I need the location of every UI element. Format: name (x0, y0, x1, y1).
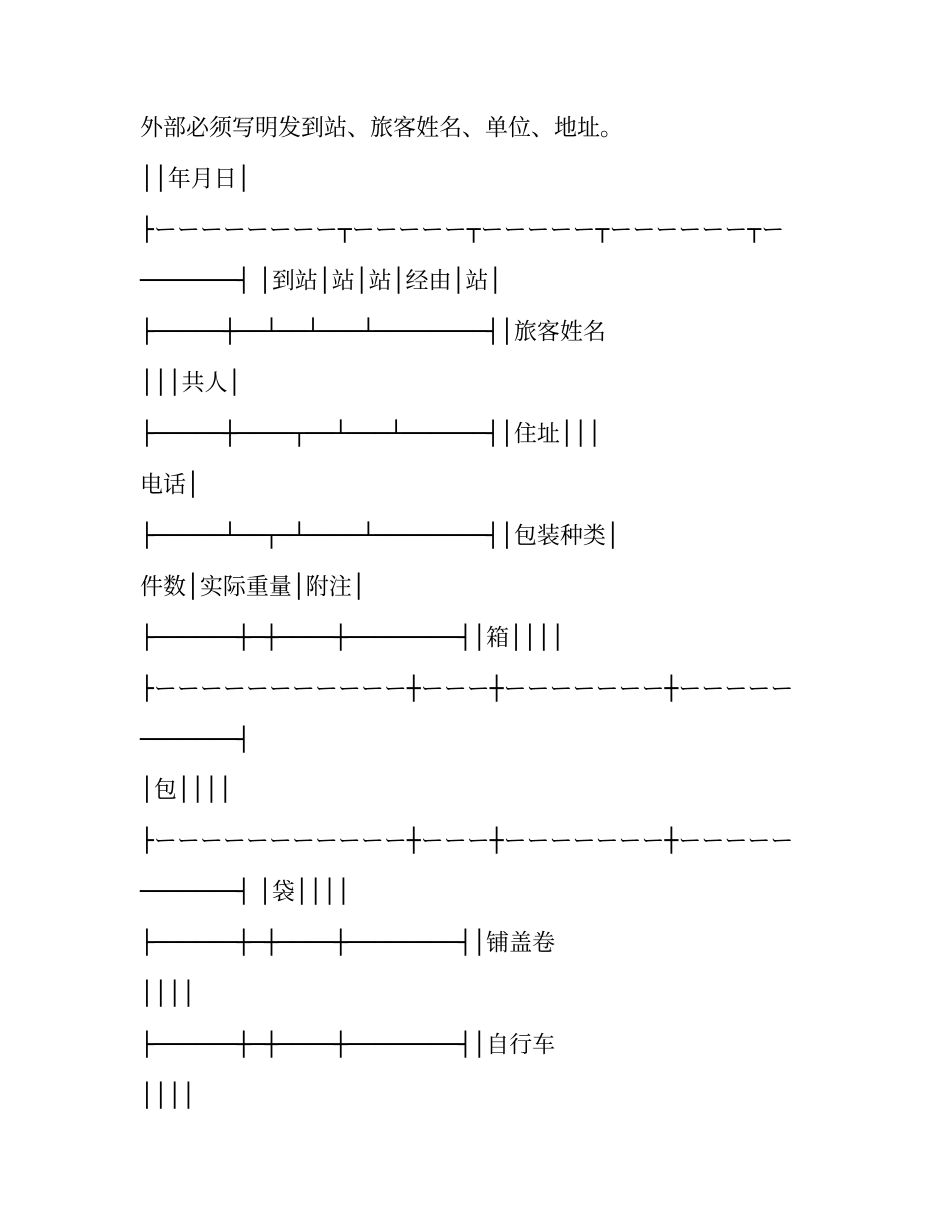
text-line-1: 外部必须写明发到站、旅客姓名、单位、地址。 (140, 115, 623, 141)
text-line-5: │││共人│ (140, 370, 242, 396)
text-line-2: ││年月日│ (140, 166, 251, 192)
text-line-8: ├─────┴──┬─┴────┴────────┤│包装种类│ (140, 523, 620, 549)
table-border-line-2: ├ーーーーーーーーーーー┼ーーー┼ーーーーーーー┼ーーーーー (140, 676, 794, 702)
text-line-9: 件数│实际重量│附注│ (140, 574, 366, 600)
text-line-12: ───────┤ │袋││││ (140, 879, 351, 905)
text-line-13: ├──────┼─┼────┼────────┤│铺盖卷 (140, 930, 556, 956)
text-line-14: ││││ (140, 981, 196, 1007)
text-line-7: 电话│ (140, 472, 200, 498)
text-line-16: ││││ (140, 1083, 196, 1109)
table-border-line-3: ───────┤ (140, 727, 251, 753)
text-line-6: ├─────┼────┬──┴───┴──────┤│住址│││ (140, 421, 602, 447)
text-line-3: ───────┤ │到站│站│站│经由│站│ (140, 268, 503, 294)
text-line-4: ├─────┼──┴──┴───┴────────┤│旅客姓名 (140, 319, 606, 345)
text-line-11: │包││││ (140, 777, 233, 803)
text-line-15: ├──────┼─┼────┼────────┤│自行车 (140, 1032, 556, 1058)
table-border-line-1: ├ーーーーーーーー┬ーーーーー┬ーーーーー┬ーーーーーー┬ー (140, 217, 785, 243)
table-border-line-4: ├ーーーーーーーーーーー┼ーーー┼ーーーーーーー┼ーーーーー (140, 828, 794, 854)
text-line-10: ├──────┼─┼────┼────────┤│箱││││ (140, 625, 565, 651)
